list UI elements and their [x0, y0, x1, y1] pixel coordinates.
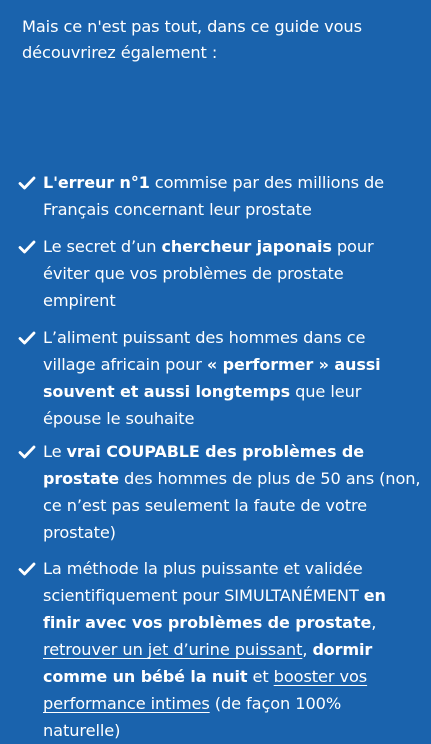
body-text: La méthode la plus puissante et validée scientifiquement pour SIMULTANÉMENT	[43, 559, 364, 605]
body-text: des hommes de plus de 50 ans (non, ce n’est pas seulement la faute de votre prostate)	[43, 469, 421, 542]
intro-text: Mais ce n'est pas tout, dans ce guide vous découvrirez également :	[22, 17, 362, 62]
emphasis-text: vrai COUPABLE des problèmes de prostate	[43, 442, 365, 488]
list-item-text	[43, 555, 421, 744]
body-text: ,	[302, 640, 313, 659]
list-item-text	[43, 233, 421, 314]
check-icon	[18, 561, 36, 577]
check-icon	[18, 175, 36, 191]
body-text: et	[247, 667, 274, 686]
body-text: que leur épouse le souhaite	[43, 382, 362, 428]
emphasis-text: chercheur japonais	[161, 237, 332, 256]
body-text: commise par des millions de Français concernant leur prostate	[43, 173, 385, 219]
underlined-text: retrouver un jet d’urine puissant	[43, 640, 303, 659]
emphasis-text: « performer » aussi souvent et aussi longtemps	[43, 355, 381, 401]
underlined-text: booster vos performance intimes	[43, 667, 368, 713]
list-item-text	[43, 438, 421, 546]
body-text: Le secret d’un	[43, 237, 162, 256]
body-text: ,	[371, 613, 377, 632]
body-text: L’aliment puissant des hommes dans ce village africain pour	[43, 328, 366, 374]
list-item	[0, 233, 431, 314]
list-item-text	[43, 169, 421, 223]
body-text: (de façon 100% naturelle)	[43, 694, 342, 740]
list-item-text	[43, 324, 421, 432]
check-icon	[18, 444, 36, 460]
emphasis-text: dormir comme un bébé la nuit	[43, 640, 373, 686]
body-text: pour éviter que vos problèmes de prostate empirent	[43, 237, 374, 310]
list-item	[0, 438, 431, 546]
check-icon	[18, 239, 36, 255]
list-item	[0, 555, 431, 744]
body-text: Le	[43, 442, 67, 461]
check-icon	[18, 330, 36, 346]
list-item	[0, 324, 431, 432]
emphasis-text: L'erreur n°1	[43, 173, 150, 192]
emphasis-text: en finir avec vos problèmes de prostate	[43, 586, 386, 632]
list-item	[0, 169, 431, 223]
